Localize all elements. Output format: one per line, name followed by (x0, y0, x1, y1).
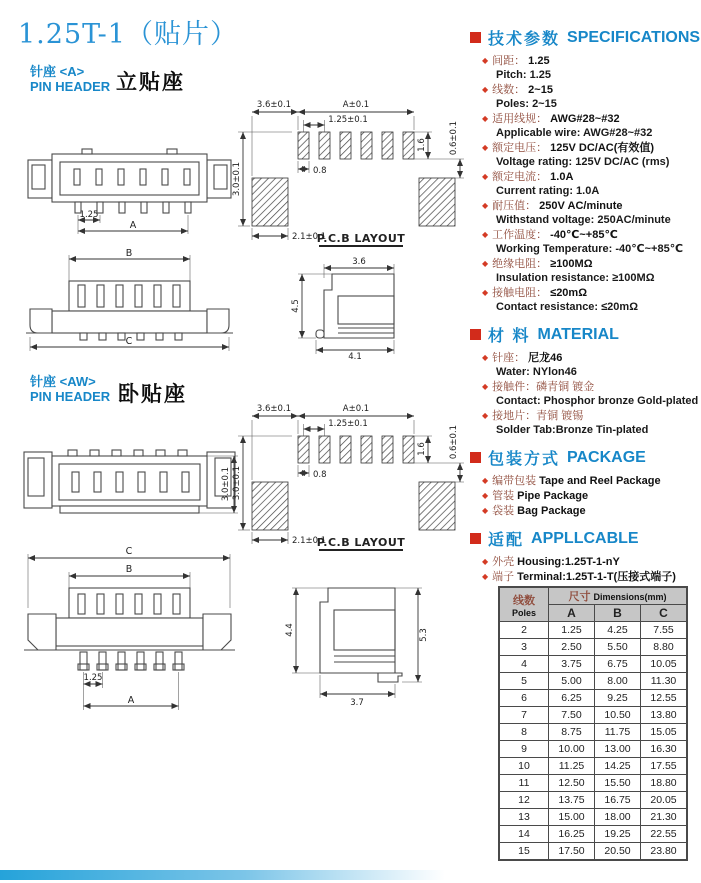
dimensions-header-en: Dimensions(mm) (593, 592, 667, 602)
dim-b-cell: 9.25 (595, 690, 641, 707)
spec-item-en-line: Water: NYlon46 (496, 366, 577, 378)
spec-item-cn-line (482, 286, 700, 300)
top-view-aw-drawing (12, 540, 247, 730)
diamond-bullet-icon: ◆ (482, 143, 489, 152)
poles-header-cn: 线数 (513, 594, 535, 607)
dim-top-label: 3.6 (352, 257, 366, 267)
section-heading-en: MATERIAL (537, 325, 619, 343)
dim-c-cell: 23.80 (641, 843, 688, 861)
dim-c-cell: 21.30 (641, 809, 688, 826)
top-view-a-drawing (12, 243, 247, 363)
spec-item-value: 1.0A (550, 171, 574, 183)
dim-a-cell: 16.25 (549, 826, 595, 843)
spec-section (470, 26, 700, 314)
dim-row-span: A±0.1 (342, 404, 370, 414)
table-row (499, 775, 687, 792)
dim-right-label: 5.3 (419, 628, 429, 642)
dim-offset: 0.6±0.1 (449, 120, 459, 156)
dim-c-cell: 13.80 (641, 707, 688, 724)
spec-item (482, 489, 700, 503)
table-row (499, 792, 687, 809)
diamond-bullet-icon: ◆ (482, 557, 489, 566)
connector-body (24, 450, 235, 513)
spec-section (470, 446, 700, 518)
spec-item (482, 351, 700, 379)
spec-item-value: Terminal:1.25T-1-T(压接式端子) (517, 571, 676, 583)
dim-tab-to-pad: 3.6±0.1 (256, 100, 292, 110)
dim-c-cell: 22.55 (641, 826, 688, 843)
poles-cell: 4 (499, 656, 549, 673)
dim-b-cell: 13.00 (595, 741, 641, 758)
diamond-bullet-icon: ◆ (482, 572, 489, 581)
spec-item-list (470, 351, 700, 437)
dim-b-label: B (125, 564, 133, 575)
spec-item-label: 针座： (492, 352, 526, 364)
spec-section (470, 527, 700, 584)
poles-cell: 15 (499, 843, 549, 861)
spec-item-cn-line (482, 257, 700, 271)
table-row (499, 809, 687, 826)
spec-item-list (470, 474, 700, 518)
square-bullet-icon (470, 329, 481, 340)
spec-item-value: Tape and Reel Package (539, 475, 661, 487)
dimensions (84, 672, 179, 710)
spec-item (482, 141, 700, 169)
poles-cell: 12 (499, 792, 549, 809)
dim-row-offset: 3.0±0.1 (232, 161, 242, 197)
poles-cell: 13 (499, 809, 549, 826)
poles-cell: 11 (499, 775, 549, 792)
spec-item-value: 尼龙46 (528, 352, 563, 364)
section-heading-en: SPECIFICATIONS (567, 28, 701, 46)
diamond-bullet-icon: ◆ (482, 230, 489, 239)
diamond-bullet-icon: ◆ (482, 56, 489, 65)
dim-pitch: 1.25±0.1 (328, 115, 368, 125)
spec-item (482, 570, 700, 584)
pcb-layout-label: P.C.B LAYOUT (316, 232, 406, 245)
section-heading-en: PACKAGE (567, 448, 646, 466)
dim-a-cell: 8.75 (549, 724, 595, 741)
spec-item-label: 间距： (492, 55, 526, 67)
dim-tab-pad-width: 2.1±0.1 (292, 232, 327, 242)
spec-item-label: 额定电流： (492, 171, 548, 183)
spec-item-label: 耐压值： (492, 200, 537, 212)
spec-item-label: 额定电压： (492, 142, 548, 154)
spec-item (482, 409, 700, 437)
dim-pitch: 1.25±0.1 (328, 419, 368, 429)
spec-item-value: ≤20mΩ (550, 287, 588, 299)
section-heading-cn: 技术参数 (488, 31, 561, 48)
dim-c-cell: 8.80 (641, 639, 688, 656)
spec-item-cn-line (482, 141, 700, 155)
dim-b-cell: 11.75 (595, 724, 641, 741)
section-aw-type-label: 卧贴座 (118, 383, 187, 406)
dim-c-cell: 10.05 (641, 656, 688, 673)
dim-a-cell: 11.25 (549, 758, 595, 775)
side-view-a-drawing (272, 250, 427, 365)
spec-item-cn-line (482, 228, 700, 242)
spec-item-value: Housing:1.25T-1-nY (517, 556, 620, 568)
pin-header-en: PIN HEADER (30, 79, 111, 94)
spec-item-en-line: Withstand voltage: 250AC/minute (496, 214, 671, 226)
dim-c-cell: 17.55 (641, 758, 688, 775)
dim-pitch-label: 1.25 (79, 210, 99, 220)
section-heading-cn: 适配 (488, 532, 525, 549)
dim-b-cell: 18.00 (595, 809, 641, 826)
col-header-a: A (549, 605, 595, 622)
section-heading (470, 26, 700, 49)
dim-b-label: B (125, 248, 133, 259)
connector-body (26, 281, 233, 340)
dimensions (69, 248, 190, 281)
spec-item-label: 接触电阻： (492, 287, 548, 299)
dim-a-cell: 13.75 (549, 792, 595, 809)
spec-item-en-line: Insulation resistance: ≥100MΩ (496, 272, 655, 284)
spec-item (482, 83, 700, 111)
square-bullet-icon (470, 533, 481, 544)
table-row (499, 758, 687, 775)
dim-height-label: 3.0±0.1 (221, 466, 231, 502)
spec-item-en-line: Applicable wire: AWG#28~#32 (496, 127, 653, 139)
section-heading (470, 323, 700, 346)
spec-item-label: 外壳 (492, 556, 515, 568)
dim-b-cell: 19.25 (595, 826, 641, 843)
spec-item (482, 555, 700, 569)
diamond-bullet-icon: ◆ (482, 259, 489, 268)
poles-cell: 5 (499, 673, 549, 690)
dim-a-cell: 1.25 (549, 622, 595, 639)
poles-header-cell (499, 587, 549, 622)
table-row (499, 639, 687, 656)
dim-b-cell: 6.75 (595, 656, 641, 673)
spec-item-cn-line (482, 199, 700, 213)
diamond-bullet-icon: ◆ (482, 491, 489, 500)
spec-item-label: 编带包装 (492, 475, 537, 487)
spec-item-value: Bag Package (517, 505, 586, 517)
dim-pitch-label: 1.25 (83, 673, 103, 683)
spec-item-cn-line (482, 489, 700, 503)
dimensions-header-cell (549, 587, 688, 605)
dim-left-label: 4.5 (291, 299, 301, 313)
spec-item-list (470, 54, 700, 314)
connector-body (24, 588, 235, 670)
dim-row-offset: 3.0±0.1 (232, 465, 242, 501)
spec-item (482, 54, 700, 82)
spec-item (482, 112, 700, 140)
dim-b-cell: 16.75 (595, 792, 641, 809)
dim-b-cell: 5.50 (595, 639, 641, 656)
spec-item-list (470, 555, 700, 584)
dim-a-cell: 7.50 (549, 707, 595, 724)
dimensions (30, 336, 229, 351)
diamond-bullet-icon: ◆ (482, 476, 489, 485)
section-heading-cn: 材 料 (488, 328, 531, 345)
dim-b-cell: 15.50 (595, 775, 641, 792)
spec-item-label: 端子 (492, 571, 515, 583)
table-row (499, 622, 687, 639)
spec-item-label: 绝缘电阻： (492, 258, 548, 270)
square-bullet-icon (470, 32, 481, 43)
spec-item-cn-line (482, 409, 700, 423)
dim-pad-width: 0.8 (313, 166, 327, 176)
table-row (499, 656, 687, 673)
dim-a-cell: 6.25 (549, 690, 595, 707)
connector-body (28, 149, 231, 213)
diamond-bullet-icon: ◆ (482, 288, 489, 297)
section-heading-en: APPLLCABLE (531, 529, 639, 547)
spec-item-cn-line (482, 83, 700, 97)
spec-item-en-line: Contact resistance: ≤20mΩ (496, 301, 639, 313)
section-heading (470, 446, 700, 469)
pcb-layout-aw-drawing (230, 394, 471, 559)
table-row (499, 707, 687, 724)
dim-c-cell: 18.80 (641, 775, 688, 792)
dim-c-label: C (125, 336, 133, 347)
spec-item (482, 286, 700, 314)
spec-item-label: 接地片：青铜 镀锡 (492, 410, 584, 422)
diamond-bullet-icon: ◆ (482, 382, 489, 391)
dim-a-cell: 10.00 (549, 741, 595, 758)
front-view-aw-drawing (12, 418, 247, 543)
spec-item-en-line: Current rating: 1.0A (496, 185, 600, 197)
spec-item-cn-line (482, 504, 700, 518)
dim-a-cell: 5.00 (549, 673, 595, 690)
dimensions-table (498, 586, 688, 861)
poles-cell: 3 (499, 639, 549, 656)
spec-item-label: 接触件：磷青铜 镀金 (492, 381, 595, 393)
specs-column (470, 26, 700, 593)
dim-pad-height: 1.6 (417, 138, 427, 152)
spec-item-cn-line (482, 555, 700, 569)
diamond-bullet-icon: ◆ (482, 201, 489, 210)
dim-c-cell: 15.05 (641, 724, 688, 741)
pcb-layout-a-drawing (230, 90, 471, 255)
diamond-bullet-icon: ◆ (482, 85, 489, 94)
diamond-bullet-icon: ◆ (482, 353, 489, 362)
table-row (499, 826, 687, 843)
spec-item (482, 199, 700, 227)
dim-a-label: A (129, 220, 137, 231)
pin-header-en: PIN HEADER (30, 389, 111, 404)
section-a-pin-header-label (30, 64, 110, 94)
spec-item-value: 1.25 (528, 55, 550, 67)
spec-item (482, 504, 700, 518)
dimensions (78, 210, 188, 234)
dim-a-cell: 3.75 (549, 656, 595, 673)
section-heading-cn: 包装方式 (488, 451, 561, 468)
dim-b-cell: 20.50 (595, 843, 641, 861)
dim-pad-width: 0.8 (313, 470, 327, 480)
pin-header-cn: 针座 <A> (30, 64, 85, 79)
diamond-bullet-icon: ◆ (482, 114, 489, 123)
spec-item-value: ≥100MΩ (550, 258, 593, 270)
section-heading (470, 527, 700, 550)
poles-cell: 8 (499, 724, 549, 741)
spec-item-value: 250V AC/minute (539, 200, 623, 212)
table-row (499, 673, 687, 690)
poles-cell: 6 (499, 690, 549, 707)
dim-row-span: A±0.1 (342, 100, 370, 110)
side-view-aw-drawing (270, 568, 435, 713)
spec-item-cn-line (482, 474, 700, 488)
footer-gradient-bar (0, 870, 445, 880)
spec-item-en-line: Working Temperature: -40℃~+85℃ (496, 243, 684, 255)
front-view-a-drawing (22, 122, 237, 242)
connector-body (316, 274, 394, 338)
poles-cell: 14 (499, 826, 549, 843)
spec-item-value: 125V DC/AC(有效值) (550, 142, 655, 154)
spec-item (482, 170, 700, 198)
poles-cell: 9 (499, 741, 549, 758)
spec-item-en-line: Solder Tab:Bronze Tin-plated (496, 424, 649, 436)
poles-cell: 7 (499, 707, 549, 724)
spec-item-en-line: Pitch: 1.25 (496, 69, 552, 81)
section-aw-pin-header-label (30, 374, 110, 404)
pcb-layout-label: P.C.B LAYOUT (316, 536, 406, 549)
dim-c-cell: 11.30 (641, 673, 688, 690)
col-header-b: B (595, 605, 641, 622)
dim-c-label: C (125, 546, 133, 557)
dim-a-label: A (127, 695, 135, 706)
spec-item-cn-line (482, 351, 700, 365)
spec-item-cn-line (482, 170, 700, 184)
dim-a-cell: 12.50 (549, 775, 595, 792)
spec-item-en-line: Contact: Phosphor bronze Gold-plated (496, 395, 699, 407)
page-title: 1.25T-1（贴片） (18, 19, 238, 50)
table-row (499, 724, 687, 741)
dim-offset: 0.6±0.1 (449, 424, 459, 460)
pin-header-cn: 针座 <AW> (30, 374, 96, 389)
spec-item-label: 管装 (492, 490, 515, 502)
spec-item (482, 380, 700, 408)
diamond-bullet-icon: ◆ (482, 172, 489, 181)
square-bullet-icon (470, 452, 481, 463)
dim-a-cell: 17.50 (549, 843, 595, 861)
dim-pad-height: 1.6 (417, 442, 427, 456)
diamond-bullet-icon: ◆ (482, 411, 489, 420)
spec-item-value: 2~15 (528, 84, 553, 96)
spec-item-label: 袋装 (492, 505, 515, 517)
diamond-bullet-icon: ◆ (482, 506, 489, 515)
spec-item (482, 257, 700, 285)
dim-c-cell: 7.55 (641, 622, 688, 639)
spec-item-value: -40℃~+85℃ (550, 229, 618, 241)
spec-item-cn-line (482, 112, 700, 126)
dim-tab-pad-width: 2.1±0.1 (292, 536, 327, 546)
dim-c-cell: 12.55 (641, 690, 688, 707)
spec-item-cn-line (482, 54, 700, 68)
spec-item (482, 474, 700, 488)
dim-b-cell: 8.00 (595, 673, 641, 690)
dim-a-cell: 15.00 (549, 809, 595, 826)
table-row (499, 741, 687, 758)
spec-item-en-line: Poles: 2~15 (496, 98, 557, 110)
spec-item-label: 适用线规： (492, 113, 548, 125)
spec-item-label: 线数： (492, 84, 526, 96)
spec-item-label: 工作温度： (492, 229, 548, 241)
dim-a-cell: 2.50 (549, 639, 595, 656)
dim-left-label: 4.4 (285, 623, 295, 637)
dim-bottom-label: 4.1 (348, 352, 362, 360)
table-row (499, 843, 687, 861)
spec-item-value: AWG#28~#32 (550, 113, 620, 125)
spec-section (470, 323, 700, 437)
dimensions-header-cn: 尺寸 (568, 591, 591, 603)
dim-c-cell: 16.30 (641, 741, 688, 758)
spec-item-value: Pipe Package (517, 490, 589, 502)
table-header (499, 587, 687, 622)
dim-c-cell: 20.05 (641, 792, 688, 809)
connector-body (320, 588, 402, 682)
table-row (499, 690, 687, 707)
col-header-c: C (641, 605, 688, 622)
spec-item (482, 228, 700, 256)
section-a-type-label: 立贴座 (116, 71, 185, 94)
spec-item-cn-line (482, 380, 700, 394)
dimensions-table-body (499, 622, 687, 861)
dim-b-cell: 10.50 (595, 707, 641, 724)
poles-cell: 2 (499, 622, 549, 639)
spec-item-en-line: Voltage rating: 125V DC/AC (rms) (496, 156, 670, 168)
poles-cell: 10 (499, 758, 549, 775)
dim-bottom-label: 3.7 (350, 698, 364, 708)
dim-b-cell: 14.25 (595, 758, 641, 775)
dim-tab-to-pad: 3.6±0.1 (256, 404, 292, 414)
dim-b-cell: 4.25 (595, 622, 641, 639)
poles-header-en: Poles (511, 607, 536, 618)
spec-item-cn-line (482, 570, 700, 584)
